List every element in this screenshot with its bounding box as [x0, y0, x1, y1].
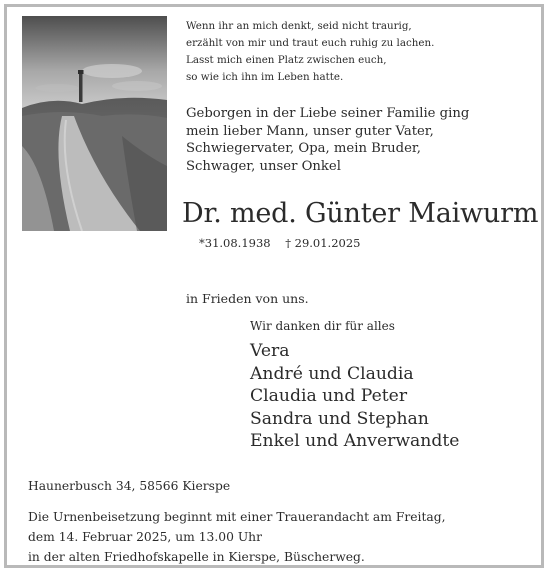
birth-date: *31.08.1938: [199, 236, 271, 250]
poem-line: erzählt von mir und traut euch ruhig zu lachen.: [186, 37, 435, 49]
lighthouse-dune-photo: [22, 16, 167, 231]
service-line: in der alten Friedhofskapelle in Kierspe, Büscherweg.: [28, 550, 365, 564]
intro-text: [186, 105, 469, 175]
mourner-name: Claudia und Peter: [250, 386, 408, 407]
peace-line: in Frieden von uns.: [186, 291, 309, 306]
deceased-name: Dr. med. Günter Maiwurm: [182, 198, 539, 229]
service-line: dem 14. Februar 2025, um 13.00 Uhr: [28, 530, 262, 544]
intro-line: Geborgen in der Liebe seiner Familie ging: [186, 106, 470, 121]
mourner-name: Enkel und Anverwandte: [250, 431, 460, 452]
mourner-name: Vera: [250, 341, 290, 361]
poem-line: Wenn ihr an mich denkt, seid nicht traurig,: [186, 20, 412, 32]
intro-line: Schwager, unser Onkel: [186, 158, 341, 174]
mourner-name: Sandra und Stephan: [250, 408, 429, 429]
mourner-name: André und Claudia: [250, 363, 414, 384]
intro-line: Schwiegervater, Opa, mein Bruder,: [186, 141, 421, 156]
poem-line: Lasst mich einen Platz zwischen euch,: [186, 54, 387, 66]
life-dates: [199, 236, 360, 250]
poem-text: [186, 18, 434, 86]
death-date: † 29.01.2025: [285, 236, 361, 250]
thanks-line: Wir danken dir für alles: [250, 319, 395, 333]
poem-line: so wie ich ihn im Leben hatte.: [186, 71, 344, 83]
intro-line: mein lieber Mann, unser guter Vater,: [186, 123, 434, 139]
family-address: Haunerbusch 34, 58566 Kierspe: [28, 479, 231, 493]
service-line: Die Urnenbeisetzung beginnt mit einer Trauerandacht am Freitag,: [28, 510, 446, 524]
service-details: [28, 507, 446, 567]
mourners-list: [250, 340, 459, 453]
